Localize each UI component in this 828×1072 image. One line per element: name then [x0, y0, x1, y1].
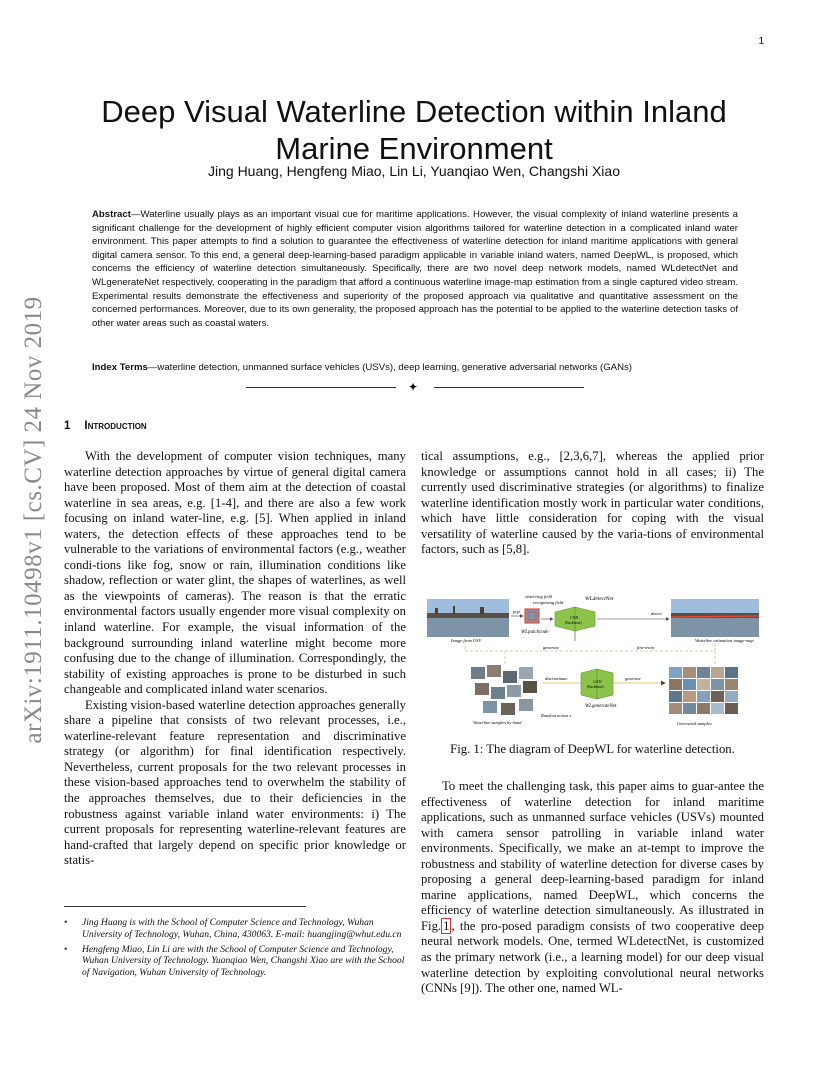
label-discriminate: discriminate — [545, 676, 568, 681]
bullet-icon: • — [64, 917, 68, 928]
separator-star-icon: ✦ — [408, 380, 419, 394]
paragraph-text-before-ref: To meet the challenging task, this paper aims to guar-antee the effectiveness of waterline detection for inland maritime applications, such as unmanned surface vehicles (USVs) mounted with camera sensor patrolling in variable inland water environments. Specifically, we make an at-tempt to improve the robustness and stability of waterline detection for diverse cases by proposing a general deep-learning-based paradigm for inland marine applications, named DeepWL, which concerns the efficiency of waterline detection simultaneously. As illustrated in Fig. — [421, 779, 764, 933]
figure-reference-link[interactable]: 1 — [443, 918, 450, 933]
footnote-text: Jing Huang is with the School of Computer Science and Technology, Wuhan University of Technology, Wuhan, China, 430063. E-mail: huangjing@whut.edu.cn — [82, 917, 402, 940]
label-generated-samples: Generated samples — [677, 721, 712, 726]
deepwl-diagram-figure — [425, 587, 763, 732]
author-list: Jing Huang, Hengfeng Miao, Lin Li, Yuanqiao Wen, Changshi Xiao — [208, 163, 620, 179]
usv-image — [427, 599, 509, 637]
section-number: 1 — [64, 420, 71, 432]
index-terms-text: —waterline detection, unmanned surface vehicles (USVs), deep learning, generative adversarial networks (GANs) — [147, 362, 632, 373]
paragraph: Existing vision-based waterline detection approaches generally share a pipeline that consists of two relevant processes, i.e., waterline-relevant feature representation and discriminative strategy (or algorithm) for final identification respectively. Nevertheless, current proposals for the two relevant processes in these vision-based approaches tend to overwhelm the stability of the approaches themselves, due to their deficiencies in the robustness against variable inland water environments: i) The current proposals for representing waterline-relevant features are hand-crafted that largely depend on specific prior knowledge or statis- — [64, 697, 406, 868]
right-column-top — [421, 449, 764, 558]
label-gan-backbone: (Backbone) — [587, 685, 604, 689]
footnote-rule — [64, 906, 306, 907]
label-wldetectnet: WLdetectNet — [585, 596, 614, 602]
label-wlgeneratenet: WLgenerateNet — [585, 704, 617, 709]
paper-title: Deep Visual Waterline Detection within Inland Marine Environment — [101, 93, 727, 166]
footnote — [64, 917, 406, 941]
label-estimation-map: Waterline estimation image-map — [695, 638, 754, 643]
separator-line-left — [246, 387, 396, 388]
generated-samples-grid — [669, 667, 738, 714]
separator-line-right — [434, 387, 584, 388]
paragraph — [421, 779, 764, 997]
usv-image-water — [427, 618, 509, 637]
label-fine-train: fine-train — [637, 645, 654, 650]
hand-samples-grid — [471, 665, 537, 715]
label-gan: GAN — [593, 679, 602, 684]
footnote — [64, 944, 406, 979]
bullet-icon: • — [64, 943, 68, 955]
usv-image-shore — [427, 613, 509, 618]
figure-caption: Fig. 1: The diagram of DeepWL for waterline detection. — [450, 742, 735, 756]
gan-block-right — [597, 669, 613, 699]
footnote-text: Hengfeng Miao, Lin Li are with the School of Computer Science and Technology, Wuhan University of Technology. Yuanqiao Wen, Changshi Xiao are with the School of Navigation, Wuhan University of Technology. — [82, 943, 405, 979]
paragraph: With the development of computer vision techniques, many waterline detection approaches by virtue of general digital camera have been proposed. Most of them aim at the detection of coastal waterline in sea areas, e.g. [1-4], and there are also a few work focusing on inland water-line, e.g. [5]. When applied in inland waters, the detection effects of these approaches tend to be vulnerable to the variations of environmental factors (e.g., weather condi-tions like fog, snow or rain, illumination conditions like shadow, reflection or water glint, the shapes of waterlines, as well as the viewpoints of cameras). The reason is that the erratic environmental factors usually engender more visual complexity on inland waterline. For example, the visual information of the background surrounding inland waterline might become more confusing due to the change of illumination. Correspondingly, the stability of existing approaches is prone to be disturbed in such changeable and complicated inland water scenarios. — [64, 449, 406, 697]
arxiv-stamp — [20, 282, 48, 758]
arxiv-stamp-text: arXiv:1911.10498v1 [cs.CV] 24 Nov 2019 — [20, 296, 47, 744]
section-heading — [64, 420, 147, 432]
gan-block-left — [581, 669, 597, 699]
observing-patch — [525, 609, 539, 623]
paragraph: tical assumptions, e.g., [2,3,6,7], whereas the applied prior knowledge or assumptions cannot hold in all cases; ii) The currently used discriminative strategies (or algorithms) to finalize waterline identification mostly work in particular water conditions, which have little consideration for coping with the visual versatility of waterline caused by the varia-tions of environmental factors, such as [5,8]. — [421, 449, 764, 557]
abstract-label: Abstract — [92, 209, 131, 220]
estimation-image — [671, 599, 759, 637]
label-wlpatchcode: WLpatchcode — [521, 630, 549, 635]
abstract-text: —Waterline usually plays as an important visual cue for maritime applications. However, the visual complexity of inland waterline presents a significant challenge for the development of highly efficient computer vision algorithms tailored for waterline detection in a complicated inland water environment. This paper attempts to find a solution to guarantee the effectiveness of waterline detection for inland maritime applications with general digital camera sensor. To this end, a general deep-learning-based paradigm applicable in variable inland waters, named DeepWL, is proposed, which concerns the efficiency of waterline detection simultaneously. Specifically, there are two novel deep network models, named WLdetectNet and WLgenerateNet respectively, cooperating in the paradigm that afford a continuous waterline image-map estimation from a single captured video stream. Experimental results demonstrate the effectiveness and superiority of the proposed approach via qualitative and quantitative assessment on the concerned performances. Moreover, due to its own generality, the proposed approach has the potential to be applied to the waterline detection tasks of other water areas such as coastal waters. — [92, 209, 738, 329]
section-title: Introduction — [84, 420, 147, 432]
label-samples-by-hand: Waterline samples by hand — [473, 720, 522, 725]
estimation-image-water — [671, 618, 759, 637]
label-cnn-backbone: (Backbone) — [565, 621, 582, 625]
footnotes — [64, 917, 406, 982]
label-image-from-usv: Image from USV — [451, 638, 482, 643]
label-detect: detect — [651, 611, 662, 616]
label-generate-bottom: generate — [625, 676, 641, 681]
label-observing-field: observing field — [525, 594, 552, 599]
label-random-noises: Random noises z — [541, 713, 572, 718]
label-generate-top: generate — [543, 645, 559, 650]
section-separator — [246, 380, 584, 394]
page-number: 1 — [758, 36, 764, 47]
paragraph-text-after-ref: , the pro-posed paradigm consists of two cooperative deep neural network models. One, termed WLdetectNet, is customized as the primary network (i.e., a learning model) for our deep visual waterline detection by exploiting convolutional neural networks (CNNs [9]). The other one, named WL- — [421, 918, 764, 996]
index-terms-label: Index Terms — [92, 362, 148, 373]
index-terms — [92, 361, 738, 375]
left-column — [64, 449, 406, 869]
connector-top — [465, 641, 715, 651]
label-recognizing-field: recognizing field — [533, 600, 564, 605]
right-column-bottom — [421, 779, 764, 997]
abstract — [92, 208, 738, 330]
label-cnn: CNN — [570, 615, 579, 620]
label-pop: pop — [513, 609, 520, 614]
